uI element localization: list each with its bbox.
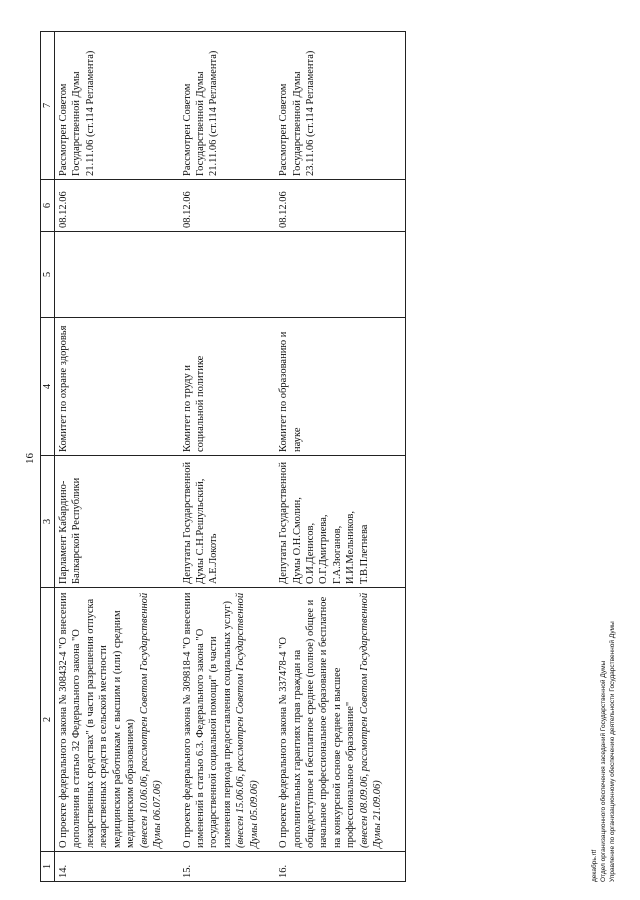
bill-title-cell [275,588,405,852]
column-header: 7 [41,32,55,180]
bill-title: О проекте федерального закона № 337478-4 "О дополнительных гарантиях прав граждан на общедоступное и бесплатное среднее (полное) общее и начальное профессиональное образование и бесплатное на конкурсной основе среднее и высшее профессиональное образование" [278,596,357,848]
bill-title-cell [55,588,179,852]
committee: Комитет по труду и социальной политике [179,318,276,456]
column-header: 1 [41,852,55,882]
committee: Комитет по образованию и науке [275,318,405,456]
column-header: 5 [41,232,55,318]
column-header: 6 [41,180,55,232]
column-header: 3 [41,456,55,588]
row-number: 15. [179,852,276,882]
page-footer [590,621,617,882]
column-header: 4 [41,318,55,456]
table-row [179,32,276,882]
bills-table [40,31,406,882]
bill-note: (внесен 10.06.06, рассмотрен Советом Государственной Думы 06.07.06) [138,592,164,848]
page-number: 16 [24,453,36,464]
initiator: Парламент Кабардино-Балкарской Республики [55,456,179,588]
row-number: 16. [275,852,405,882]
column-5-cell [55,232,179,318]
date: 08.12.06 [55,180,179,232]
initiator: Депутаты Государственной Думы С.Н.Решульский, А.Е.Локоть [179,456,276,588]
bill-title: О проекте федерального закона № 308432-4 "О внесении дополнения в статью 32 Федерального закона "О лекарственных средствах" (в части разрешения отпуска лекарственных средств в сельской местности медицинским работникам с высшим и (или) средним медицинским образованием) [58,592,137,848]
date: 08.12.06 [275,180,405,232]
bill-note: (внесен 08.09.06, рассмотрен Советом Государственной Думы 21.09.06) [358,592,384,848]
bill-title: О проекте федерального закона № 309818-4 "О внесении изменений в статью 6.3. Федерального закона "О государственной социальной помощи" (в части изменения периода предоставления социальных услуг) [181,592,233,848]
table-header-row [41,32,55,882]
status: Рассмотрен Советом Государственной Думы 21.11.06 (ст.114 Регламента) [179,32,276,180]
footer-administration: Управление по организационному обеспечению деятельности Государственной Думы [609,621,616,882]
column-5-cell [179,232,276,318]
bill-title-cell [179,588,276,852]
footer-department: Отдел организационного обеспечения заседаний Государственной Думы [600,660,607,882]
footer-filename: декабрь.rtf [591,849,598,882]
column-5-cell [275,232,405,318]
committee: Комитет по охране здоровья [55,318,179,456]
initiator: Депутаты Государственной Думы О.Н.Смолин, О.И.Денисов, О.Г.Дмитриева, Г.А.Зюганов, И.И.Мельников, Т.В.Плетнева [275,456,405,588]
status: Рассмотрен Советом Государственной Думы 23.11.06 (ст.114 Регламента) [275,32,405,180]
status: Рассмотрен Советом Государственной Думы 21.11.06 (ст.114 Регламента) [55,32,179,180]
table-row [275,32,405,882]
column-header: 2 [41,588,55,852]
table-row [55,32,179,882]
row-number: 14. [55,852,179,882]
bill-note: (внесен 15.06.06, рассмотрен Советом Государственной Думы 05.09.06) [235,592,260,848]
date: 08.12.06 [179,180,276,232]
